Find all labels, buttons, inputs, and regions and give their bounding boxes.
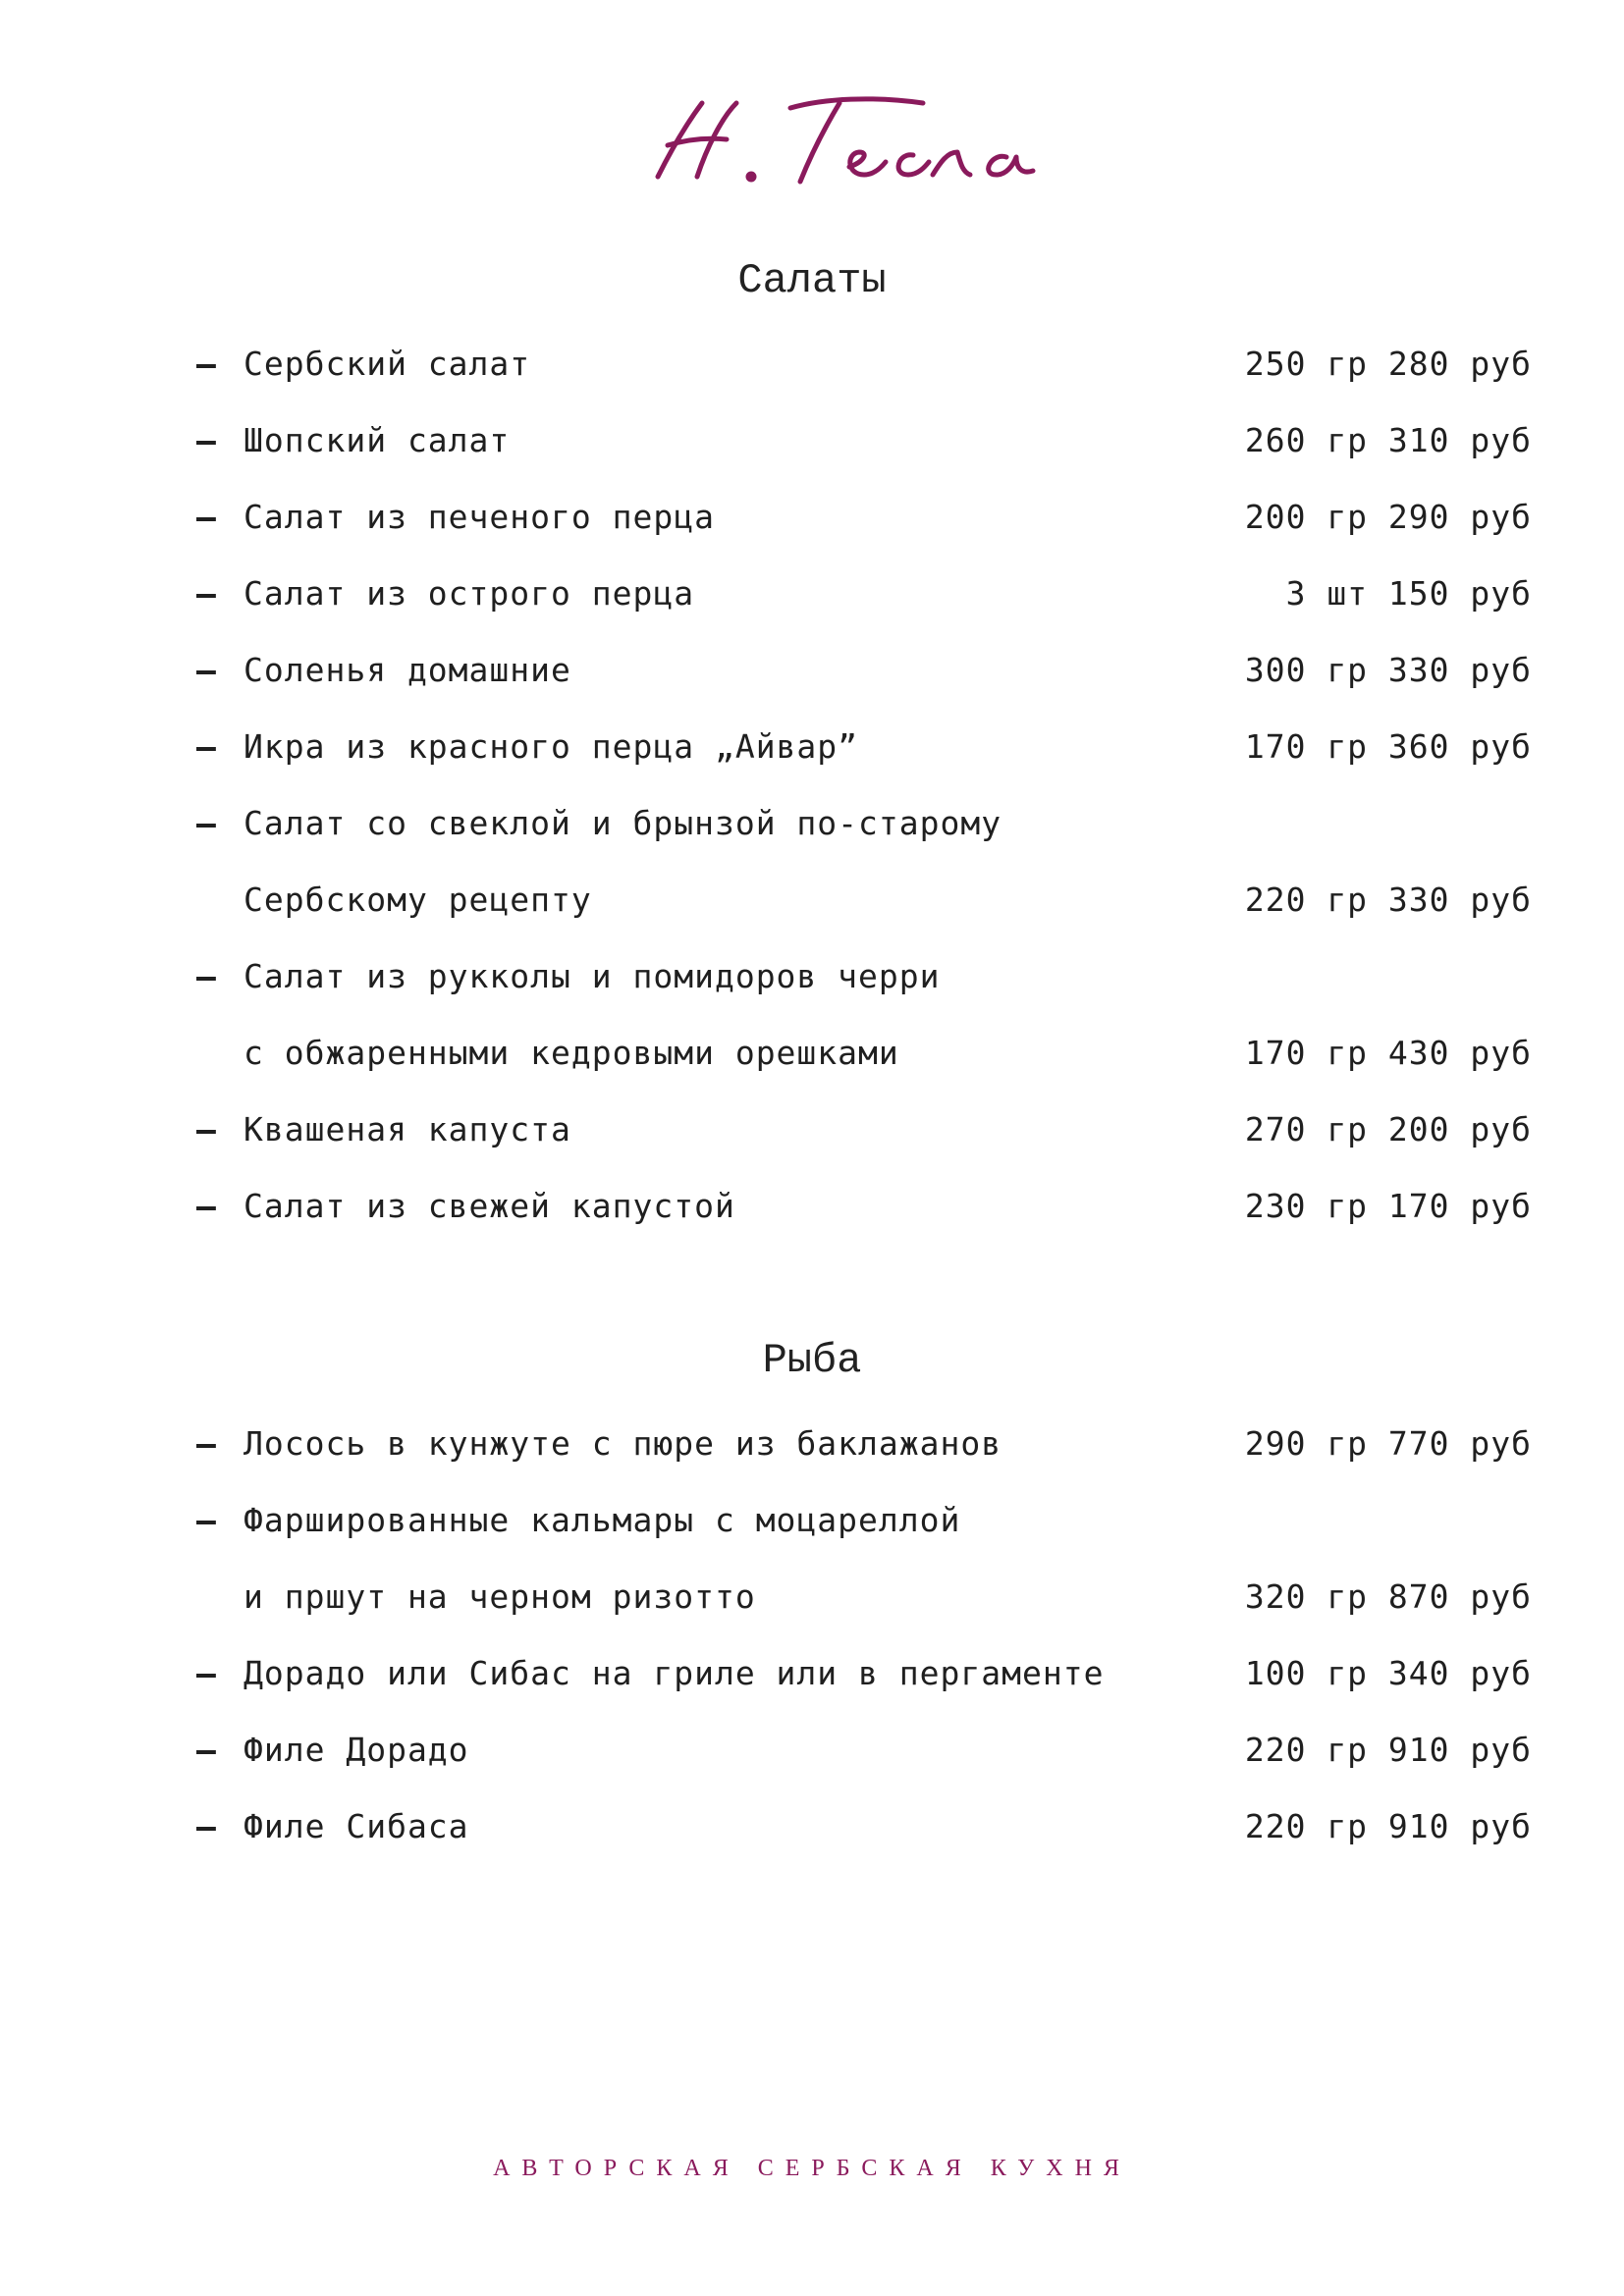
menu-list-salads (196, 326, 1532, 1245)
bullet-dash: – (196, 651, 216, 689)
menu-item (196, 402, 1532, 479)
menu-item-name: Филе Дорадо (244, 1731, 469, 1769)
menu-item-price: 220 гр 330 руб (1244, 881, 1532, 919)
menu-item (196, 1635, 1532, 1712)
menu-item-name: Икра из красного перца „Айвар” (244, 727, 859, 766)
bullet-dash: – (196, 957, 216, 995)
menu-item-price: 3 шт 150 руб (1285, 574, 1532, 613)
menu-item-name: с обжаренными кедровыми орешками (244, 1034, 899, 1072)
bullet-dash: – (196, 804, 216, 842)
menu-item (196, 632, 1532, 709)
menu-item-name: Салат из рукколы и помидоров черри (244, 957, 941, 995)
menu-item (196, 1482, 1532, 1559)
bullet-dash: – (196, 498, 216, 536)
menu-item-name: Фаршированные кальмары с моцареллой (244, 1501, 961, 1539)
bullet-dash: – (196, 1731, 216, 1769)
menu-item-name: Дорадо или Сибас на гриле или в пергаменте (244, 1654, 1105, 1692)
bullet-dash: – (196, 1654, 216, 1692)
bullet-dash: – (196, 1110, 216, 1148)
menu-item-price: 290 гр 770 руб (1244, 1424, 1532, 1463)
menu-item-price: 260 гр 310 руб (1244, 421, 1532, 459)
logo-signature-icon (628, 69, 1060, 206)
section-title-salads: Салаты (737, 257, 887, 304)
menu-item (196, 1092, 1532, 1168)
menu-item-name: Салат со свеклой и брынзой по-старому (244, 804, 1002, 842)
menu-item-name: Сербскому рецепту (244, 881, 592, 919)
menu-item-name: Филе Сибаса (244, 1807, 469, 1845)
menu-item-name: Салат из свежей капустой (244, 1187, 735, 1225)
menu-item-name: Салат из острого перца (244, 574, 695, 613)
menu-item-name: и пршут на черном ризотто (244, 1577, 756, 1616)
footer-tagline: АВТОРСКАЯ СЕРБСКАЯ КУХНЯ (493, 2156, 1131, 2181)
menu-item-name: Соленья домашние (244, 651, 571, 689)
menu-item-price: 170 гр 430 руб (1244, 1034, 1532, 1072)
menu-item (196, 709, 1532, 785)
menu-item (196, 1406, 1532, 1482)
menu-item-price: 300 гр 330 руб (1244, 651, 1532, 689)
menu-item (196, 1015, 1532, 1092)
bullet-dash: – (196, 421, 216, 459)
menu-item-price: 230 гр 170 руб (1244, 1187, 1532, 1225)
menu-item (196, 479, 1532, 556)
menu-item-name: Салат из печеного перца (244, 498, 715, 536)
bullet-dash: – (196, 1807, 216, 1845)
bullet-dash: – (196, 727, 216, 766)
menu-item (196, 938, 1532, 1015)
menu-item (196, 326, 1532, 402)
menu-item-name: Сербский салат (244, 345, 531, 383)
menu-item (196, 556, 1532, 632)
bullet-dash: – (196, 1501, 216, 1539)
bullet-dash: – (196, 345, 216, 383)
menu-item-price: 220 гр 910 руб (1244, 1807, 1532, 1845)
menu-item-price: 250 гр 280 руб (1244, 345, 1532, 383)
menu-item (196, 1712, 1532, 1789)
bullet-dash: – (196, 1424, 216, 1463)
menu-item-price: 220 гр 910 руб (1244, 1731, 1532, 1769)
menu-list-fish (196, 1406, 1532, 1865)
menu-item-price: 270 гр 200 руб (1244, 1110, 1532, 1148)
brand-logo (628, 69, 1060, 206)
bullet-dash: – (196, 1187, 216, 1225)
bullet-dash: – (196, 574, 216, 613)
menu-item-name: Лосось в кунжуте с пюре из баклажанов (244, 1424, 1002, 1463)
menu-item (196, 862, 1532, 938)
menu-item (196, 1789, 1532, 1865)
menu-item-price: 320 гр 870 руб (1244, 1577, 1532, 1616)
menu-item-name: Квашеная капуста (244, 1110, 571, 1148)
menu-item-price: 200 гр 290 руб (1244, 498, 1532, 536)
menu-item-price: 170 гр 360 руб (1244, 727, 1532, 766)
section-title-fish: Рыба (762, 1337, 862, 1384)
menu-item-price: 100 гр 340 руб (1244, 1654, 1532, 1692)
menu-item (196, 1559, 1532, 1635)
menu-item-name: Шопский салат (244, 421, 511, 459)
menu-item (196, 785, 1532, 862)
menu-item (196, 1168, 1532, 1245)
